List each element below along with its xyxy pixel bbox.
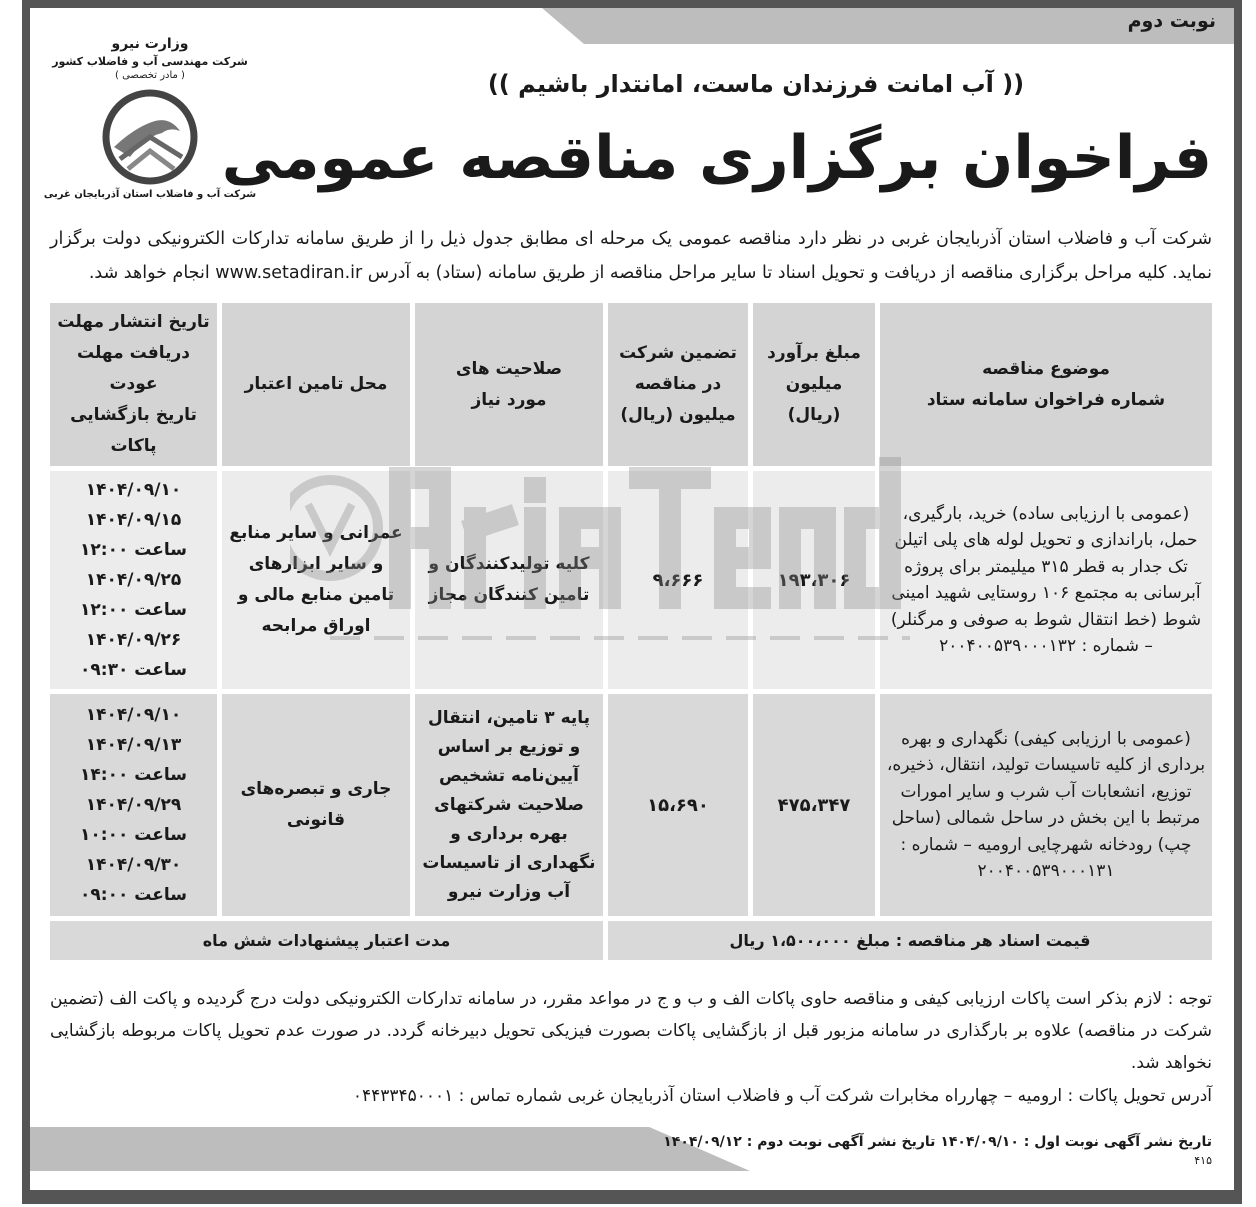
table-footer-row — [50, 921, 1212, 960]
cell-dates: ۱۴۰۴/۰۹/۱۰ ۱۴۰۴/۰۹/۱۵ ساعت ۱۲:۰۰ ۱۴۰۴/۰۹/۲۵ ساعت ۱۲:۰۰ ۱۴۰۴/۰۹/۲۶ ساعت ۰۹:۳۰ — [50, 471, 217, 689]
header-qualification: صلاحیت های مورد نیاز — [415, 303, 603, 466]
header-estimate: مبلغ برآورد میلیون (ریال) — [753, 303, 875, 466]
note-paragraph: توجه : لازم بذکر است پاکات ارزیابی کیفی و مناقصه حاوی پاکات الف و ب و ج در مواعد مقرر، در سامانه تدارکات الکترونیکی دولت درج گردیده و پاکت الف (تضمین شرکت در مناقصه) علاوه بر بارگذاری در سامانه مزبور قبل از بازگشایی پاکات بصورت فیزیکی تحویل دبیرخانه گردد. در صورت عدم تحویل پاکات مربوطه بازگشایی نخواهد شد. — [50, 989, 1212, 1073]
bottom-border — [22, 1190, 1242, 1204]
cell-dates: ۱۴۰۴/۰۹/۱۰ ۱۴۰۴/۰۹/۱۳ ساعت ۱۴:۰۰ ۱۴۰۴/۰۹/۲۹ ساعت ۱۰:۰۰ ۱۴۰۴/۰۹/۳۰ ساعت ۰۹:۰۰ — [50, 694, 217, 916]
document-price: قیمت اسناد هر مناقصه : مبلغ ۱،۵۰۰،۰۰۰ ریال — [608, 921, 1212, 960]
intro-paragraph: شرکت آب و فاضلاب استان آذربایجان غربی در نظر دارد مناقصه عمومی یک مرحله ای مطابق جدول ذیل را از طریق سامانه تدارکات الکترونیکی دولت برگزار نماید. کلیه مراحل برگزاری مناقصه از دریافت و تحویل اسناد تا سایر مراحل مناقصه از طریق سامانه (ستاد) به آدرس www.setadiran.ir انجام خواهد شد. — [50, 229, 1212, 283]
ad-footer — [50, 1127, 1212, 1183]
round-label: نوبت دوم — [1127, 10, 1216, 32]
cell-subject: (عمومی با ارزیابی کیفی) نگهداری و بهره برداری از کلیه تاسیسات تولید، انتقال، ذخیره، توزیع، انشعابات آب شرب و سایر امورات مرتبط با این بخش در ساحل شمالی (ساحل چپ) رودخانه شهرچایی ارومیه – شماره : ۲۰۰۴۰۰۵۳۹۰۰۰۱۳۱ — [880, 694, 1212, 916]
cell-qualification: کلیه تولیدکنندگان و تامین کنندگان مجاز — [415, 471, 603, 689]
cell-estimate: ۱۹۳،۳۰۶ — [753, 471, 875, 689]
company-name: شرکت مهندسی آب و فاضلاب کشور — [52, 55, 248, 68]
publication-dates: تاریخ نشر آگهی نوبت اول : ۱۴۰۴/۰۹/۱۰ تاریخ نشر آگهی نوبت دوم : ۱۴۰۴/۰۹/۱۲ — [663, 1134, 1212, 1150]
cell-estimate: ۴۷۵،۳۴۷ — [753, 694, 875, 916]
table-header-row — [50, 303, 1212, 466]
offer-validity: مدت اعتبار پیشنهادات شش ماه — [50, 921, 603, 960]
page-code: ۴۱۵ — [1194, 1154, 1212, 1167]
header-funding: محل تامین اعتبار — [222, 303, 410, 466]
slogan: (( آب امانت فرزندان ماست، امانتدار باشیم )) — [487, 70, 1025, 98]
table-row — [50, 694, 1212, 916]
cell-funding: عمرانی و سایر منابع و سایر ابزارهای تامین منابع مالی و اوراق مرابحه — [222, 471, 410, 689]
provincial-company-name: شرکت آب و فاضلاب استان آذربایجان غربی — [43, 189, 257, 200]
company-type: ( مادر تخصصی ) — [115, 70, 185, 81]
ad-content — [43, 0, 1216, 1207]
header-guarantee: تضمین شرکت در مناقصه میلیون (ریال) — [608, 303, 748, 466]
cell-qualification: پایه ۳ تامین، انتقال و توزیع بر اساس آیین‌نامه تشخیص صلاحیت شرکتهای بهره برداری و نگهداری از تاسیسات آب وزارت نیرو — [415, 694, 603, 916]
cell-subject: (عمومی با ارزیابی ساده) خرید، بارگیری، حمل، باراندازی و تحویل لوله های پلی اتیلن تک جدار به قطر ۳۱۵ میلیمتر برای پروژه آبرسانی به مجتمع ۱۰۶ روستایی شهید امینی شوط (خط انتقال شوط به صوفی و مرگنلر) – شماره : ۲۰۰۴۰۰۵۳۹۰۰۰۱۳۲ — [880, 471, 1212, 689]
page-title: فراخوان برگزاری مناقصه عمومی — [221, 123, 1212, 193]
tender-table — [45, 298, 1217, 965]
water-company-logo-icon — [100, 87, 200, 187]
delivery-address: آدرس تحویل پاکات : ارومیه – چهارراه مخابرات شرکت آب و فاضلاب استان آذربایجان غربی شماره تماس : ۰۴۴۳۳۴۵۰۰۰۱ — [352, 1086, 1212, 1106]
table-row — [50, 471, 1212, 689]
cell-funding: جاری و تبصره‌های قانونی — [222, 694, 410, 916]
table-wrapper — [50, 298, 1212, 965]
cell-guarantee: ۱۵،۶۹۰ — [608, 694, 748, 916]
cell-guarantee: ۹،۶۶۶ — [608, 471, 748, 689]
header-dates: تاریخ انتشار مهلت دریافت مهلت عودت تاریخ بازگشایی پاکات — [50, 303, 217, 466]
header-subject: موضوع مناقصه شماره فراخوان سامانه ستاد — [880, 303, 1212, 466]
ad-header — [43, 0, 1216, 222]
ministry-name: وزارت نیرو — [111, 36, 189, 52]
